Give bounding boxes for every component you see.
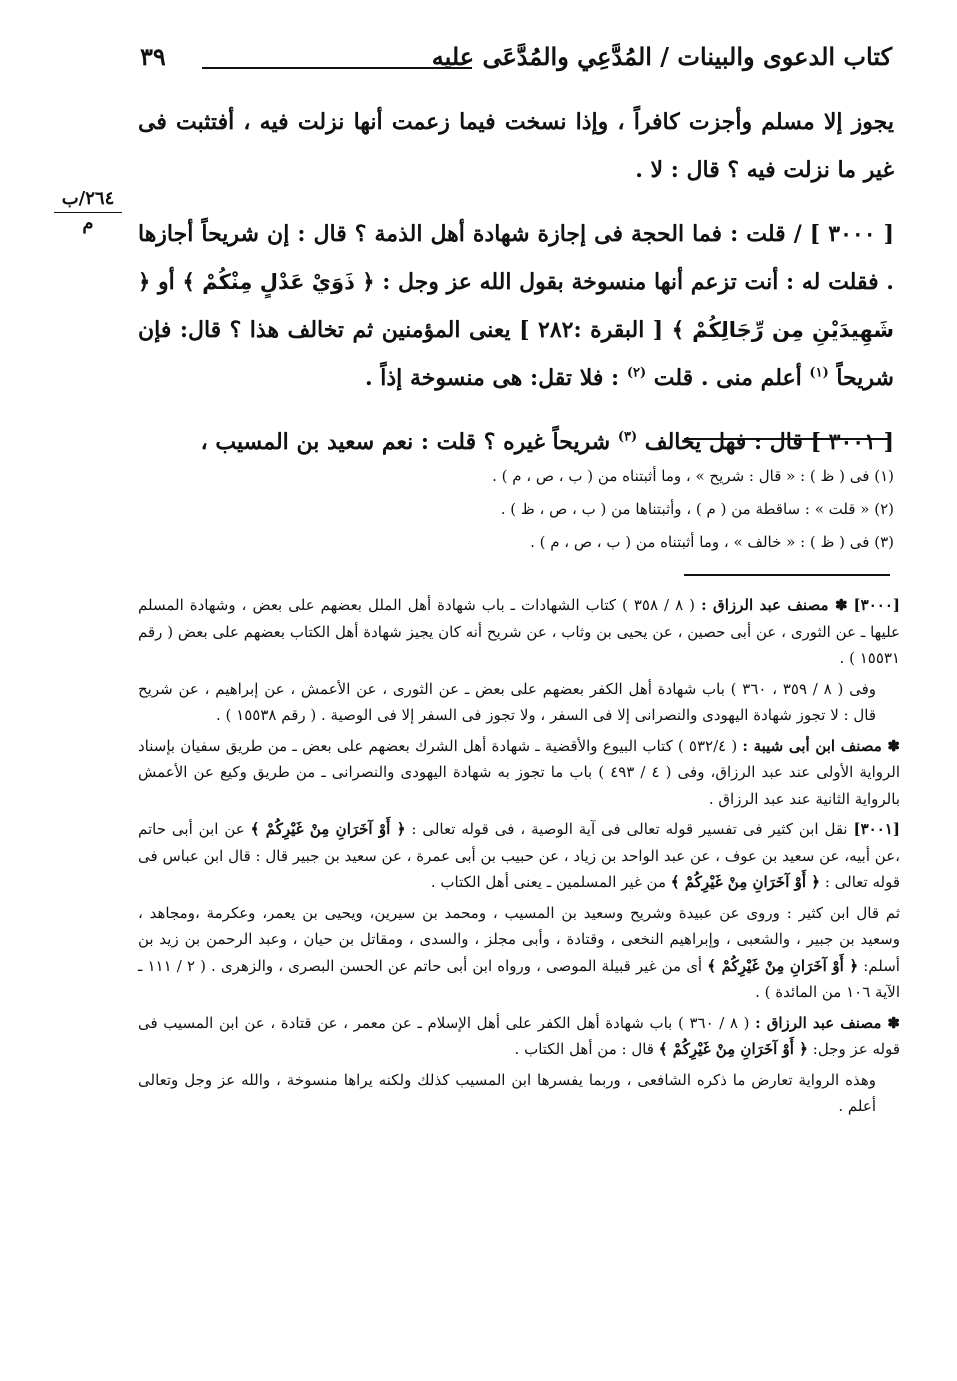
text-run: أعلم منى . قلت — [653, 365, 802, 391]
footnote-2: (٢) « قلت » : ساقطة من ( م ) ، وأثبتناها من ( ب ، ص ، ظ ) . — [500, 500, 894, 518]
text-run: من غير المسلمين ـ يعنى أهل الكتاب . — [430, 873, 667, 891]
commentary-3000-ibn-abi-shayba — [138, 733, 900, 813]
quran-quote: ﴿ أَوْ آخَرَانِ مِنْ غَيْرِكُمْ ﴾ — [670, 873, 821, 891]
text-run: ( ٨ / ٣٥٨ ) كتاب الشهادات ـ باب شهادة أهل الملل بعضهم على بعض ، وشهادة المسلم عليها ـ عن الثورى ، عن أبى حصين ، عن يحيى بن وثاب ، عن شريح أنه كان يجيز شهادة أهل الكتاب بعضهم على بعض ( رقم ١٥٥٣١ ) . — [138, 596, 900, 667]
text-run: وهذه الرواية تعارض ما ذكره الشافعى ، وربما يفسرها ابن المسيب كذلك ولكنه يراها منسوخة ، والله عز وجل وتعالى أعلم . — [138, 1070, 876, 1115]
quran-quote: ﴿ ذَوَيْ عَدْلٍ مِنْكُمْ ﴾ — [182, 270, 375, 294]
text-run: [ البقرة :٢٨٢ ] يعنى المؤمنين ثم تخالف هذا ؟ قال: فإن شريحاً — [138, 317, 894, 391]
commentary-separator — [684, 574, 890, 576]
page-number: ٣٩ — [140, 42, 166, 71]
footnote-marker: (٣) — [617, 429, 638, 445]
entry-number: [٣٠٠٠] — [853, 596, 900, 614]
commentary-3001-abd-razzaq — [138, 1010, 900, 1063]
quran-quote: ﴿ أَوْ آخَرَانِ مِنْ غَيْرِكُمْ ﴾ — [707, 956, 859, 975]
main-paragraph-1: يجوز إلا مسلم وأجزت كافراً ، وإذا نسخت فيما زعمت أنها نزلت فيه ، أفتثبت فى غير ما نزلت فيه ؟ قال : لا . — [138, 109, 894, 183]
footnote-separator — [684, 438, 890, 440]
text-run: أى من غير قبيلة الموصى ، ورواه ابن أبى حاتم عن الحسن البصرى ، والزهرى . ( ٢ / ١١١ ـ الآية ١٠٦ من المائدة ) . — [138, 956, 900, 1001]
footnote-3: (٣) فى ( ظ ) : « خالف » ، وما أثبتناه من ( ب ، ص ، م ) . — [530, 533, 894, 551]
text-run: ( ٥٣٢/٤ ) كتاب البيوع والأقضية ـ شهادة أهل الشرك بعضهم على بعض ـ من طريق سفيان بإسناد الرواية الأولى عند عبد الرزاق، وفى ( ٤ / ٤٩٣ ) باب ما تجوز به شهادة اليهودى والنصرانى ـ من طريق وكيع عن الأعمش بالرواية الثانية عند عبد الرزاق . — [138, 736, 901, 808]
commentary — [138, 592, 900, 1124]
text-run: : فلا تقل: هى منسوخة إذاً . — [364, 365, 620, 391]
commentary-3001 — [138, 816, 900, 896]
text-run: وفى ( ٨ / ٣٥٩ ، ٣٦٠ ) باب شهادة أهل الكفر بعضهم على بعض ـ عن الثورى ، عن الأعمش ، عن إبراهيم ، عن شريح قال : لا تجوز شهادة اليهودى والنصرانى إلا فى السفر ، ولا تجوز فى السفر إلا فى الوصية . ( رقم ١٥٥٣٨ ) . — [138, 679, 876, 724]
text-run: قال : من أهل الكتاب . — [514, 1040, 654, 1058]
text-run: شريحاً غيره ؟ قلت : نعم سعيد بن المسيب ، — [200, 429, 611, 455]
manuscript-siglum: م — [82, 213, 94, 234]
source-title: ✽ مصنف عبد الرزاق : — [755, 1013, 900, 1032]
footnote-1: (١) فى ( ظ ) : « قال : شريح » ، وما أثبتناه من ( ب ، ص ، م ) . — [492, 467, 894, 485]
text-run: أو — [158, 269, 175, 295]
source-title: ✽ مصنف ابن أبى شيبة : — [742, 736, 900, 755]
main-paragraph-3001 — [138, 418, 894, 466]
header-title: كتاب الدعوى والبينات / المُدَّعِي والمُدَّعَى عليه — [431, 42, 892, 71]
folio-reference: ٢٦٤/ب — [54, 188, 122, 213]
commentary-closing — [138, 1067, 900, 1120]
text-run: نقل ابن كثير فى تفسير قوله تعالى فى آية الوصية ، فى قوله تعالى : — [411, 820, 848, 838]
main-paragraph-3000 — [138, 210, 894, 402]
quran-quote: ﴿ أَوْ آخَرَانِ مِنْ غَيْرِكُمْ ﴾ — [658, 1040, 808, 1058]
footnote-marker: (١) — [809, 365, 829, 381]
quran-quote: ﴿ أَوْ آخَرَانِ مِنْ غَيْرِكُمْ ﴾ — [250, 820, 406, 838]
text-run: ( ٨ / ٣٦٠ ) باب شهادة أهل الكفر على أهل الإسلام ـ عن معمر ، عن قتادة ، عن ابن المسيب فى قوله عز وجل: — [138, 1013, 900, 1058]
footnotes — [138, 460, 894, 559]
quran-quote: ﴿ شَهِيدَيْنِ مِن رِّجَالِكُمْ ﴾ — [138, 270, 894, 342]
commentary-3001-more — [138, 900, 900, 1006]
text-run: ثم قال ابن كثير : وروى عن عبيدة وشريح وسعيد بن المسيب ، ومحمد بن سيرين، ويحيى بن يعمر، وعكرمة ،ومجاهد ، وسعيد بن جبير ، والشعبى ، وإبراهيم النخعى ، وقتادة ، وأبى مجلز ، والسدى ، ومقاتل بن حيان ، وعبد الرحمن بن زيد بن أسلم: — [138, 903, 900, 975]
commentary-3000 — [138, 592, 900, 672]
text-run: عن ابن أبى حاتم ،عن أبيه، عن سعيد بن عوف ، عن عبد الواحد بن زياد ، عن حبيب بن أبى عمرة ، عن سعيد بن جبير قال : قال ابن عباس فى قوله تعالى : — [138, 820, 900, 891]
commentary-3000-more — [138, 676, 900, 729]
header-rule — [202, 67, 472, 69]
main-text — [138, 98, 894, 482]
source-title: ✽ مصنف عبد الرزاق : — [701, 596, 848, 614]
footnote-marker: (٢) — [626, 365, 647, 381]
running-header — [140, 42, 892, 82]
manuscript-folio-note — [54, 188, 122, 235]
text-run: [ ٣٠٠٠ ] / قلت : فما الحجة فى إجازة شهادة أهل الذمة ؟ قال : إن شريحاً أجازها . فقلت له : أنت تزعم أنها منسوخة بقول الله عز وجل : — [138, 221, 894, 295]
text-run: [ ٣٠٠١ ] قال : فهل يخالف — [644, 429, 894, 455]
entry-number: [٣٠٠١] — [853, 820, 900, 838]
